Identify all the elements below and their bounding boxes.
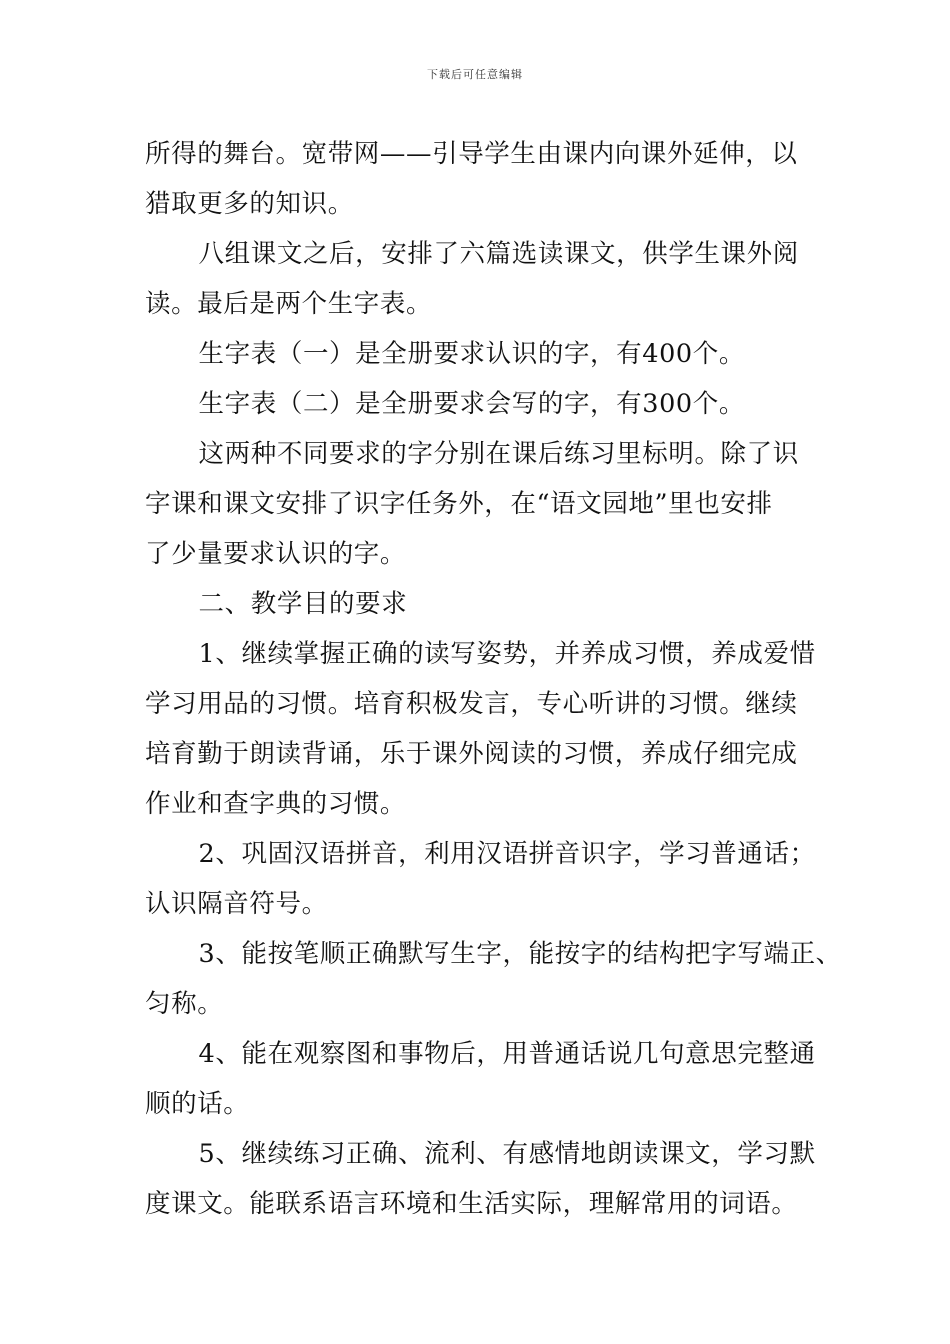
text-line: 学习用品的习惯。培育积极发言，专心听讲的习惯。继续: [145, 689, 798, 719]
text-line: 这两种不同要求的字分别在课后练习里标明。除了识: [198, 439, 799, 469]
list-item-1: [145, 629, 825, 829]
text-line: 培育勤于朗读背诵，乐于课外阅读的习惯，养成仔细完成: [145, 739, 798, 769]
list-item-3: [145, 929, 842, 1029]
text-line: 所得的舞台。宽带网——引导学生由课内向课外延伸，以: [145, 139, 798, 169]
text-line: 生字表（二）是全册要求会写的字，有300个。: [198, 389, 745, 419]
text-line: 二、教学目的要求: [198, 589, 408, 619]
text-line: 读。最后是两个生字表。: [145, 289, 433, 319]
paragraph-char-table-1: [145, 329, 825, 379]
paragraph-char-table-2: [145, 379, 825, 429]
document-body: [145, 129, 842, 1229]
list-item-2: [145, 829, 825, 929]
text-line: 4、能在观察图和事物后，用普通话说几句意思完整通: [198, 1039, 816, 1069]
text-line: 作业和查字典的习惯。: [145, 789, 407, 819]
text-line: 八组课文之后，安排了六篇选读课文，供学生课外阅: [198, 239, 799, 269]
text-line: 1、继续掌握正确的读写姿势，并养成习惯，养成爱惜: [198, 639, 816, 669]
text-line: 字课和课文安排了识字任务外，在“语文园地”里也安排: [145, 489, 773, 519]
page-header: 下载后可任意编辑: [427, 68, 523, 81]
text-line: 3、能按笔顺正确默写生字，能按字的结构把字写端正、: [198, 939, 842, 969]
text-line: 了少量要求认识的字。: [145, 539, 407, 569]
text-line: 生字表（一）是全册要求认识的字，有400个。: [198, 339, 745, 369]
text-line: 认识隔音符号。: [145, 889, 328, 919]
text-line: 2、巩固汉语拼音，利用汉语拼音识字，学习普通话；: [198, 839, 816, 869]
text-line: 5、继续练习正确、流利、有感情地朗读课文，学习默: [198, 1139, 816, 1169]
paragraph-continuation: [145, 129, 825, 229]
paragraph-selected-readings: [145, 229, 825, 329]
text-line: 顺的话。: [145, 1089, 250, 1119]
text-line: 匀称。: [145, 989, 224, 1019]
list-item-5: [145, 1129, 825, 1229]
paragraph-requirements-note: [145, 429, 825, 579]
text-line: 度课文。能联系语言环境和生活实际，理解常用的词语。: [145, 1189, 798, 1219]
text-line: 猎取更多的知识。: [145, 189, 354, 219]
list-item-4: [145, 1029, 825, 1129]
section-heading: [145, 579, 825, 629]
